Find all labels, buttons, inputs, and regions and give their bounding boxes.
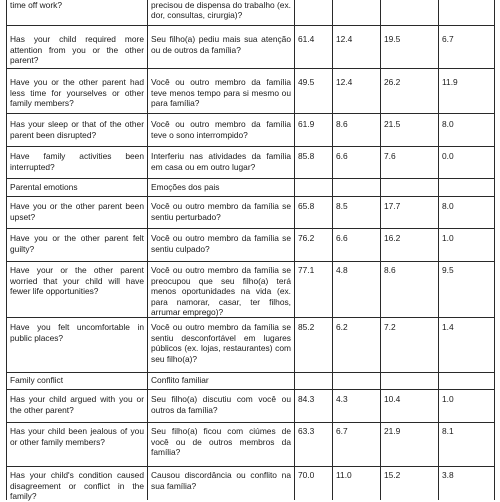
question-english: Have you or the other parent had less time for yourselves or other family members? <box>10 77 144 109</box>
row-divider <box>6 68 494 69</box>
value-col-3: 17.7 <box>384 201 401 211</box>
value-col-1: 61.9 <box>298 119 315 129</box>
value-col-2: 8.5 <box>336 201 348 211</box>
question-english: Have you or the other parent felt guilty? <box>10 233 144 254</box>
value-col-2: 12.4 <box>336 34 353 44</box>
column-divider <box>494 0 495 500</box>
question-english: time off work? <box>10 0 62 10</box>
row-divider <box>6 422 494 423</box>
value-col-1: 84.3 <box>298 394 315 404</box>
value-col-2: 6.2 <box>336 322 348 332</box>
value-col-2: 6.6 <box>336 151 348 161</box>
column-divider <box>332 0 333 500</box>
question-portuguese: Seu filho(a) ficou com ciúmes de você ou de outros membros da família? <box>151 426 291 458</box>
value-col-4: 1.0 <box>442 394 454 404</box>
value-col-2: 4.8 <box>336 265 348 275</box>
row-divider <box>6 113 494 114</box>
value-col-2: 6.7 <box>336 426 348 436</box>
value-col-3: 7.6 <box>384 151 396 161</box>
value-col-1: 49.5 <box>298 77 315 87</box>
question-portuguese: Causou discordância ou conflito na sua família? <box>151 470 291 491</box>
question-english: Has your child been jealous of you or other family members? <box>10 426 144 447</box>
row-divider <box>6 196 494 197</box>
value-col-1: 61.4 <box>298 34 315 44</box>
value-col-3: 16.2 <box>384 233 401 243</box>
row-divider <box>6 178 494 179</box>
value-col-4: 9.5 <box>442 265 454 275</box>
column-divider <box>6 0 7 500</box>
question-portuguese: Você ou outro membro da família se sentiu desconfortável em lugares públicos (ex. lojas, restaurantes) com seu filho(a)? <box>151 322 291 364</box>
column-divider <box>380 0 381 500</box>
section-title-portuguese: Conflito familiar <box>151 375 209 385</box>
row-divider <box>6 372 494 373</box>
value-col-4: 1.0 <box>442 233 454 243</box>
value-col-2: 6.6 <box>336 233 348 243</box>
value-col-4: 6.7 <box>442 34 454 44</box>
value-col-2: 12.4 <box>336 77 353 87</box>
question-portuguese: Interferiu nas atividades da família em casa ou em outro lugar? <box>151 151 291 172</box>
value-col-1: 77.1 <box>298 265 315 275</box>
row-divider <box>6 261 494 262</box>
question-portuguese: precisou de dispensa do trabalho (ex. dor, consultas, cirurgia)? <box>151 0 291 21</box>
value-col-4: 0.0 <box>442 151 454 161</box>
question-english: Has your child argued with you or the other parent? <box>10 394 144 415</box>
value-col-2: 11.0 <box>336 470 352 480</box>
value-col-1: 85.2 <box>298 322 315 332</box>
value-col-1: 85.8 <box>298 151 315 161</box>
question-portuguese: Você ou outro membro da família teve menos tempo para si mesmo ou para família? <box>151 77 291 109</box>
row-divider <box>6 146 494 147</box>
row-divider <box>6 228 494 229</box>
section-title-english: Family conflict <box>10 375 64 385</box>
question-portuguese: Você ou outro membro da família se sentiu culpado? <box>151 233 291 254</box>
value-col-4: 8.1 <box>442 426 454 436</box>
row-divider <box>6 25 494 26</box>
value-col-4: 1.4 <box>442 322 454 332</box>
question-english: Has your sleep or that of the other parent been disrupted? <box>10 119 144 140</box>
section-title-english: Parental emotions <box>10 182 78 192</box>
value-col-3: 8.6 <box>384 265 396 275</box>
value-col-1: 63.3 <box>298 426 315 436</box>
value-col-3: 21.5 <box>384 119 401 129</box>
value-col-4: 8.0 <box>442 119 454 129</box>
value-col-2: 4.3 <box>336 394 348 404</box>
value-col-4: 8.0 <box>442 201 454 211</box>
question-portuguese: Você ou outro membro da família se sentiu perturbado? <box>151 201 291 222</box>
question-portuguese: Seu filho(a) discutiu com você ou outros da família? <box>151 394 291 415</box>
column-divider <box>147 0 148 500</box>
row-divider <box>6 389 494 390</box>
question-portuguese: Você ou outro membro da família se preocupou que seu filho(a) terá menos oportunidades na vida (ex. para namorar, casar, ter filhos, arrumar emprego)? <box>151 265 291 318</box>
question-portuguese: Você ou outro membro da família teve o sono interrompido? <box>151 119 291 140</box>
question-english: Have you felt uncomfortable in public places? <box>10 322 144 343</box>
question-english: Have your or the other parent worried that your child will have fewer life opportunities? <box>10 265 144 297</box>
section-title-portuguese: Emoções dos pais <box>151 182 220 192</box>
row-divider <box>6 466 494 467</box>
question-english: Has your child required more attention from you or the other parent? <box>10 34 144 66</box>
value-col-4: 11.9 <box>442 77 458 87</box>
question-english: Has your child's condition caused disagreement or conflict in the family? <box>10 470 144 502</box>
value-col-1: 76.2 <box>298 233 315 243</box>
value-col-3: 7.2 <box>384 322 396 332</box>
value-col-3: 26.2 <box>384 77 401 87</box>
value-col-3: 10.4 <box>384 394 401 404</box>
column-divider <box>438 0 439 500</box>
column-divider <box>294 0 295 500</box>
value-col-2: 8.6 <box>336 119 348 129</box>
value-col-3: 15.2 <box>384 470 401 480</box>
value-col-4: 3.8 <box>442 470 454 480</box>
value-col-3: 19.5 <box>384 34 401 44</box>
value-col-3: 21.9 <box>384 426 401 436</box>
value-col-1: 70.0 <box>298 470 315 480</box>
question-english: Have family activities been interrupted? <box>10 151 144 172</box>
question-english: Have you or the other parent been upset? <box>10 201 144 222</box>
question-portuguese: Seu filho(a) pediu mais sua atenção ou de outros da família? <box>151 34 291 55</box>
value-col-1: 65.8 <box>298 201 315 211</box>
